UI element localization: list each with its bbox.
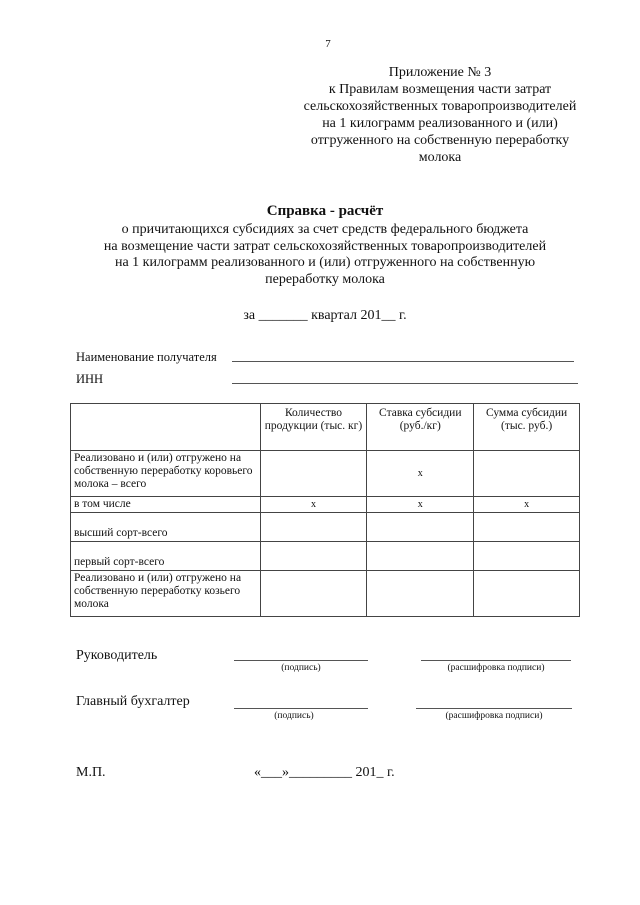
appendix-line: отгруженного на собственную переработку <box>310 133 570 148</box>
row-label: Реализовано и (или) отгружено на собственную переработку коровьего молока – всего <box>71 451 261 497</box>
appendix-line: на 1 килограмм реализованного и (или) <box>322 116 558 131</box>
head-signature-line[interactable] <box>234 660 368 661</box>
subtitle-line: на возмещение части затрат сельскохозяйственных товаропроизводителей <box>103 238 547 254</box>
recipient-label: Наименование получателя <box>76 350 217 364</box>
inn-label: ИНН <box>76 372 104 386</box>
table-cell[interactable] <box>367 571 474 617</box>
appendix-line: Приложение № 3 <box>388 65 492 80</box>
table-row <box>71 451 580 497</box>
page-number: 7 <box>325 38 331 50</box>
reporting-period: за _______ квартал 201__ г. <box>243 308 407 323</box>
subtitle-line: переработку молока <box>265 271 385 287</box>
table-header-cell: Количество продукции (тыс. кг) <box>260 404 367 451</box>
head-label: Руководитель <box>76 648 158 663</box>
row-label: Реализовано и (или) отгружено на собственную переработку козьего молока <box>71 571 261 617</box>
row-label: в том числе <box>71 497 261 513</box>
recipient-input-line[interactable] <box>232 361 574 362</box>
signature-caption: (подпись) <box>281 663 321 673</box>
table-cell[interactable] <box>260 451 367 497</box>
inn-input-line[interactable] <box>232 383 578 384</box>
table-cell[interactable] <box>367 513 474 542</box>
table-header-row <box>71 404 580 451</box>
subtitle-line: на 1 килограмм реализованного и (или) отгруженного на собственную <box>114 255 536 270</box>
date-line: «___»_________ 201_ г. <box>254 765 395 780</box>
table-row <box>71 497 580 513</box>
table-cell[interactable] <box>474 542 580 571</box>
document-subtitle <box>40 222 610 288</box>
table-cell[interactable] <box>260 542 367 571</box>
table-cell[interactable] <box>260 571 367 617</box>
stamp-place-label: М.П. <box>76 765 106 780</box>
table-header-cell <box>71 404 261 451</box>
decoding-caption: (расшифровка подписи) <box>445 711 543 721</box>
table-row <box>71 513 580 542</box>
table-cell[interactable] <box>367 542 474 571</box>
appendix-line: сельскохозяйственных товаропроизводителей <box>303 99 577 114</box>
accountant-decoding-line[interactable] <box>416 708 572 709</box>
chief-accountant-label: Главный бухгалтер <box>76 694 190 709</box>
table-row <box>71 542 580 571</box>
signature-caption: (подпись) <box>274 711 314 721</box>
table-row <box>71 571 580 617</box>
accountant-signature-line[interactable] <box>234 708 368 709</box>
document-title: Справка - расчёт <box>266 203 384 219</box>
row-label: высший сорт-всего <box>71 513 261 542</box>
table-cell[interactable] <box>474 451 580 497</box>
table-cell[interactable] <box>474 513 580 542</box>
appendix-header <box>270 64 610 166</box>
table-header-cell: Ставка субсидии (руб./кг) <box>367 404 474 451</box>
table-cell: x <box>474 497 580 513</box>
subtitle-line: о причитающихся субсидиях за счет средств федерального бюджета <box>121 222 529 237</box>
table-cell[interactable] <box>260 513 367 542</box>
appendix-line: молока <box>418 150 462 165</box>
table-cell: x <box>260 497 367 513</box>
row-label: первый сорт-всего <box>71 542 261 571</box>
table-cell: x <box>367 451 474 497</box>
table-cell: x <box>367 497 474 513</box>
decoding-caption: (расшифровка подписи) <box>447 663 545 673</box>
table-header-cell: Сумма субсидии (тыс. руб.) <box>474 404 580 451</box>
appendix-line: к Правилам возмещения части затрат <box>328 82 552 97</box>
subsidy-table <box>70 403 580 617</box>
head-decoding-line[interactable] <box>421 660 571 661</box>
table-cell[interactable] <box>474 571 580 617</box>
